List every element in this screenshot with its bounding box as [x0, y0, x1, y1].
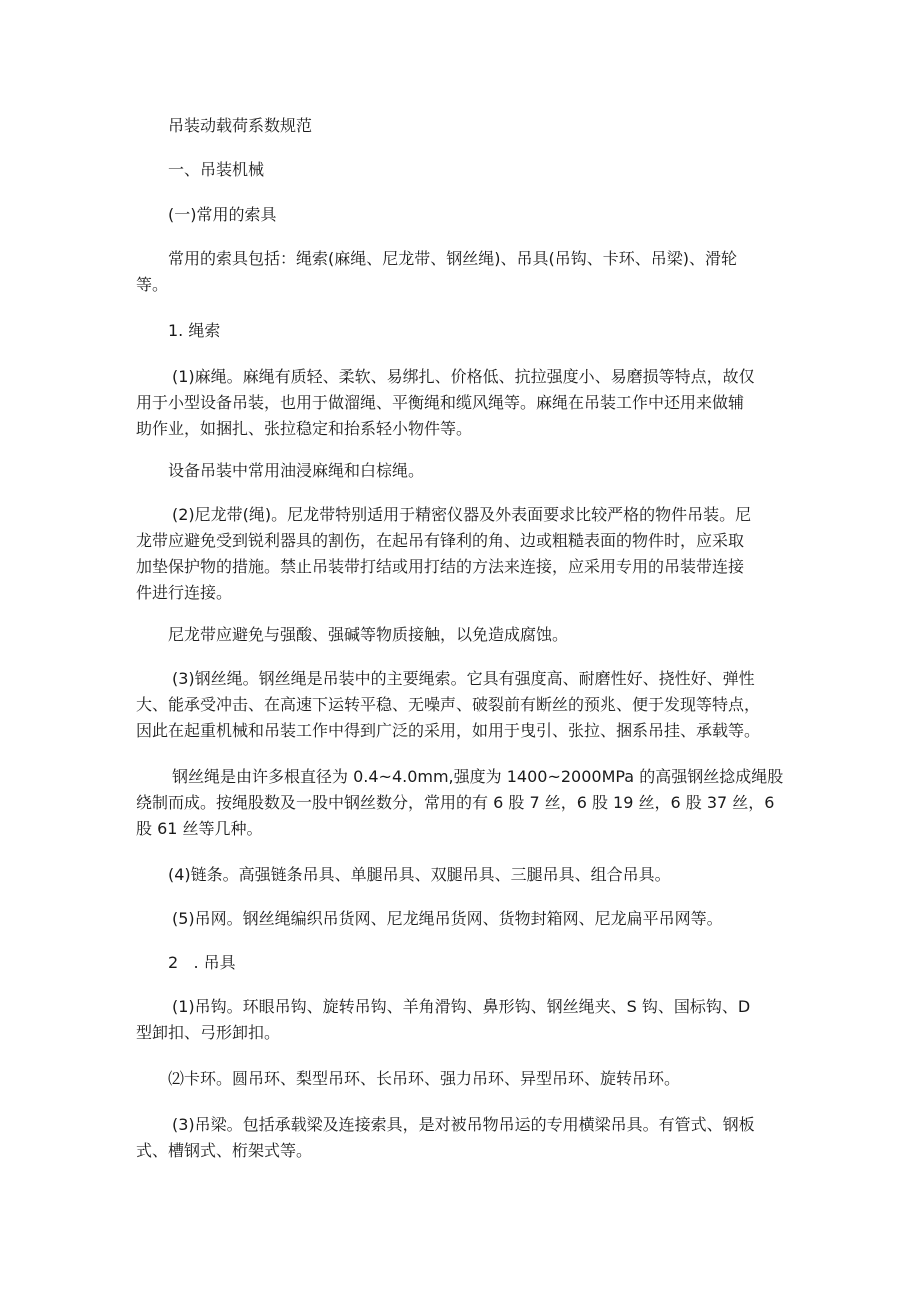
paragraph-hook-line-1: (1)吊钩。环眼吊钩、旋转吊钩、羊角滑钩、鼻形钩、钢丝绳夹、S 钩、国标钩、D	[172, 997, 751, 1016]
paragraph-nylon-line-1: (2)尼龙带(绳)。尼龙带特别适用于精密仪器及外表面要求比较严格的物件吊装。尼	[172, 505, 752, 524]
section-heading-lifting-machinery: 一、吊装机械	[168, 160, 265, 179]
paragraph-hemp-line-3: 助作业，如捆扎、张拉稳定和抬系轻小物件等。	[136, 419, 473, 438]
paragraph-shackle: ⑵卡环。圆吊环、梨型吊环、长吊环、强力吊环、异型吊环、旋转吊环。	[168, 1069, 681, 1088]
paragraph-chain: (4)链条。高强链条吊具、单腿吊具、双腿吊具、三腿吊具、组合吊具。	[168, 865, 671, 884]
document-title: 吊装动载荷系数规范	[168, 116, 313, 135]
paragraph-intro-line-2: 等。	[136, 275, 169, 294]
heading-ropes: 1. 绳索	[168, 321, 221, 340]
paragraph-nylon-line-2: 龙带应避免受到锐利器具的割伤，在起吊有锋利的角、边或粗糙表面的物件时，应采取	[136, 531, 745, 550]
paragraph-wire-line-2: 大、能承受冲击、在高速下运转平稳、无噪声、破裂前有断丝的预兆、便于发现等特点，	[136, 695, 761, 714]
paragraph-hemp-line-2: 用于小型设备吊装，也用于做溜绳、平衡绳和缆风绳等。麻绳在吊装工作中还用来做辅	[136, 393, 745, 412]
paragraph-beam-line-1: (3)吊梁。包括承载梁及连接索具，是对被吊物吊运的专用横梁吊具。有管式、钢板	[172, 1115, 755, 1134]
paragraph-hook-line-2: 型卸扣、弓形卸扣。	[136, 1023, 281, 1042]
heading-slings: 2 . 吊具	[168, 953, 236, 972]
paragraph-hemp-note: 设备吊装中常用油浸麻绳和白棕绳。	[168, 461, 425, 480]
paragraph-nylon-line-4: 件进行连接。	[136, 583, 233, 602]
paragraph-wire-note-line-3: 股 61 丝等几种。	[136, 819, 263, 838]
paragraph-beam-line-2: 式、槽钢式、桁架式等。	[136, 1141, 313, 1160]
subsection-heading-rigging: (一)常用的索具	[168, 205, 277, 224]
paragraph-nylon-line-3: 加垫保护物的措施。禁止吊装带打结或用打结的方法来连接，应采用专用的吊装带连接	[136, 557, 745, 576]
paragraph-hemp-line-1: (1)麻绳。麻绳有质轻、柔软、易绑扎、价格低、抗拉强度小、易磨损等特点，故仅	[172, 367, 755, 386]
paragraph-wire-line-3: 因此在起重机械和吊装工作中得到广泛的采用，如用于曳引、张拉、捆系吊挂、承载等。	[136, 721, 761, 740]
paragraph-net: (5)吊网。钢丝绳编织吊货网、尼龙绳吊货网、货物封箱网、尼龙扁平吊网等。	[172, 909, 723, 928]
paragraph-nylon-note: 尼龙带应避免与强酸、强碱等物质接触，以免造成腐蚀。	[168, 625, 569, 644]
paragraph-wire-line-1: (3)钢丝绳。钢丝绳是吊装中的主要绳索。它具有强度高、耐磨性好、挠性好、弹性	[172, 669, 755, 688]
paragraph-wire-note-line-2: 绕制而成。按绳股数及一股中钢丝数分，常用的有 6 股 7 丝，6 股 19 丝，6 股 37 丝，6	[136, 793, 775, 812]
paragraph-wire-note-line-1: 钢丝绳是由许多根直径为 0.4~4.0mm,强度为 1400~2000MPa 的高强钢丝捻成绳股	[172, 767, 784, 786]
paragraph-intro-line-1: 常用的索具包括：绳索(麻绳、尼龙带、钢丝绳)、吊具(吊钩、卡环、吊梁)、滑轮	[168, 249, 737, 268]
